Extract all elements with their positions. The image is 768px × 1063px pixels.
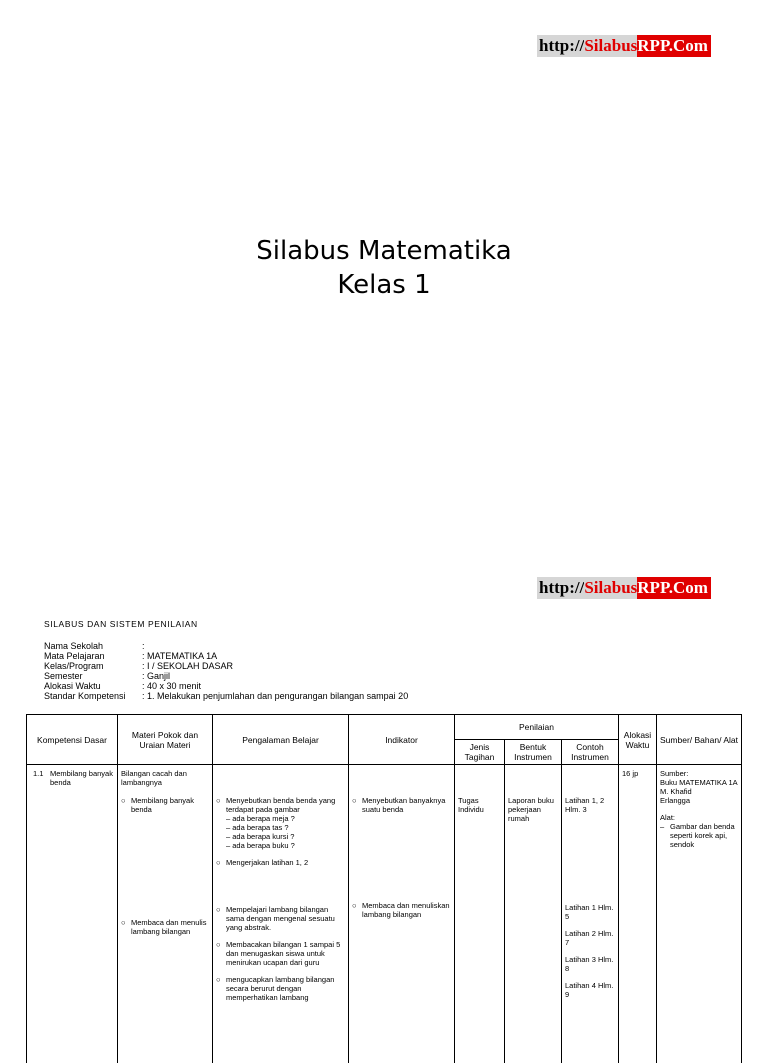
bullet-icon: ○ xyxy=(121,796,131,814)
cell-indikator xyxy=(349,765,455,1063)
bullet-icon: ○ xyxy=(216,858,226,867)
bullet-icon: ○ xyxy=(352,901,362,919)
pengalaman-subitem: – ada berapa kursi ? xyxy=(216,832,345,841)
sumber-item: Erlangga xyxy=(660,796,738,805)
bullet-icon: ○ xyxy=(216,796,226,814)
info-row xyxy=(44,641,408,651)
info-row xyxy=(44,681,408,691)
contoh-item: Latihan 1, 2 Hlm. 3 xyxy=(565,796,615,814)
info-label: Nama Sekolah xyxy=(44,641,142,651)
bentuk-text: Laporan buku pekerjaan rumah xyxy=(508,796,558,823)
syllabus-table xyxy=(26,714,742,1063)
info-row xyxy=(44,651,408,661)
info-block xyxy=(44,641,408,701)
bullet-icon: ○ xyxy=(216,905,226,932)
brand-prefix: http:// xyxy=(537,577,584,599)
brand-part2: RPP.Com xyxy=(637,577,711,599)
sumber-heading: Sumber: xyxy=(660,769,738,778)
brand-part2: RPP.Com xyxy=(637,35,711,57)
kd-text: Membilang banyak benda xyxy=(50,769,114,787)
bullet-icon: ○ xyxy=(121,918,131,936)
pengalaman-item: Menyebutkan benda benda yang terdapat pada gambar xyxy=(226,796,345,814)
cell-pengalaman xyxy=(213,765,349,1063)
bullet-icon: ○ xyxy=(216,940,226,967)
cell-alokasi xyxy=(619,765,657,1063)
header-sumber: Sumber/ Bahan/ Alat xyxy=(657,715,742,765)
info-value: : I / SEKOLAH DASAR xyxy=(142,661,233,671)
brand-part1: Silabus xyxy=(584,35,637,57)
table-row xyxy=(27,765,742,1063)
info-value: : Ganjil xyxy=(142,671,170,681)
alat-item: Gambar dan benda seperti korek api, sendok xyxy=(670,822,738,849)
pengalaman-subitem: – ada berapa buku ? xyxy=(216,841,345,850)
header-contoh: Contoh Instrumen xyxy=(562,740,619,765)
alokasi-text: 16 jp xyxy=(622,769,653,778)
info-label: Standar Kompetensi xyxy=(44,691,142,701)
cell-contoh xyxy=(562,765,619,1063)
info-value: : 40 x 30 menit xyxy=(142,681,201,691)
header-bentuk: Bentuk Instrumen xyxy=(505,740,562,765)
contoh-item: Latihan 2 Hlm. 7 xyxy=(565,929,615,947)
header-kompetensi: Kompetensi Dasar xyxy=(27,715,118,765)
info-label: Kelas/Program xyxy=(44,661,142,671)
alat-heading: Alat: xyxy=(660,813,738,822)
info-label: Mata Pelajaran xyxy=(44,651,142,661)
contoh-item: Latihan 3 Hlm. 8 xyxy=(565,955,615,973)
cell-materi xyxy=(118,765,213,1063)
cell-kompetensi xyxy=(27,765,118,1063)
info-row xyxy=(44,661,408,671)
materi-heading: Bilangan cacah dan lambangnya xyxy=(121,769,209,787)
jenis-text: Tugas Individu xyxy=(458,796,501,814)
pengalaman-item: Mempelajari lambang bilangan sama dengan mengenal sesuatu yang abstrak. xyxy=(226,905,345,932)
contoh-item: Latihan 1 Hlm. 5 xyxy=(565,903,615,921)
header-penilaian: Penilaian xyxy=(455,715,619,740)
pengalaman-item: mengucapkan lambang bilangan secara berurut dengan memperhatikan lambang xyxy=(226,975,345,1002)
header-alokasi: Alokasi Waktu xyxy=(619,715,657,765)
brand-prefix: http:// xyxy=(537,35,584,57)
contoh-item: Latihan 4 Hlm. 9 xyxy=(565,981,615,999)
site-watermark-top[interactable] xyxy=(537,35,711,57)
header-indikator: Indikator xyxy=(349,715,455,765)
sumber-item: Buku MATEMATIKA 1A xyxy=(660,778,738,787)
cell-jenis xyxy=(455,765,505,1063)
info-row xyxy=(44,691,408,701)
info-label: Alokasi Waktu xyxy=(44,681,142,691)
cell-bentuk xyxy=(505,765,562,1063)
syllabus-heading: SILABUS DAN SISTEM PENILAIAN xyxy=(44,619,198,629)
bullet-icon: ○ xyxy=(352,796,362,814)
cell-sumber: Sumber: Buku MATEMATIKA 1A M. Khafid Erlangga Alat: – Gambar dan benda seperti korek api, sendok xyxy=(657,765,742,1063)
header-jenis: Jenis Tagihan xyxy=(455,740,505,765)
doc-title-line1: Silabus Matematika xyxy=(0,235,768,267)
header-pengalaman: Pengalaman Belajar xyxy=(213,715,349,765)
materi-item: Membilang banyak benda xyxy=(131,796,209,814)
doc-title-line2: Kelas 1 xyxy=(0,269,768,301)
info-row xyxy=(44,671,408,681)
bullet-icon: ○ xyxy=(216,975,226,1002)
brand-part1: Silabus xyxy=(584,577,637,599)
indikator-item: Membaca dan menuliskan lambang bilangan xyxy=(362,901,451,919)
site-watermark-mid[interactable] xyxy=(537,577,711,599)
info-value: : MATEMATIKA 1A xyxy=(142,651,217,661)
pengalaman-subitem: – ada berapa tas ? xyxy=(216,823,345,832)
kd-number: 1.1 xyxy=(33,769,50,787)
pengalaman-item: Membacakan bilangan 1 sampai 5 dan menugaskan siswa untuk menirukan ucapan dari guru xyxy=(226,940,345,967)
pengalaman-item: Mengerjakan latihan 1, 2 xyxy=(226,858,308,867)
header-materi: Materi Pokok dan Uraian Materi xyxy=(118,715,213,765)
info-label: Semester xyxy=(44,671,142,681)
pengalaman-subitem: – ada berapa meja ? xyxy=(216,814,345,823)
indikator-item: Menyebutkan banyaknya suatu benda xyxy=(362,796,451,814)
materi-item: Membaca dan menulis lambang bilangan xyxy=(131,918,209,936)
info-value: : xyxy=(142,641,145,651)
sumber-item: M. Khafid xyxy=(660,787,738,796)
info-value: : 1. Melakukan penjumlahan dan pengurangan bilangan sampai 20 xyxy=(142,691,408,701)
